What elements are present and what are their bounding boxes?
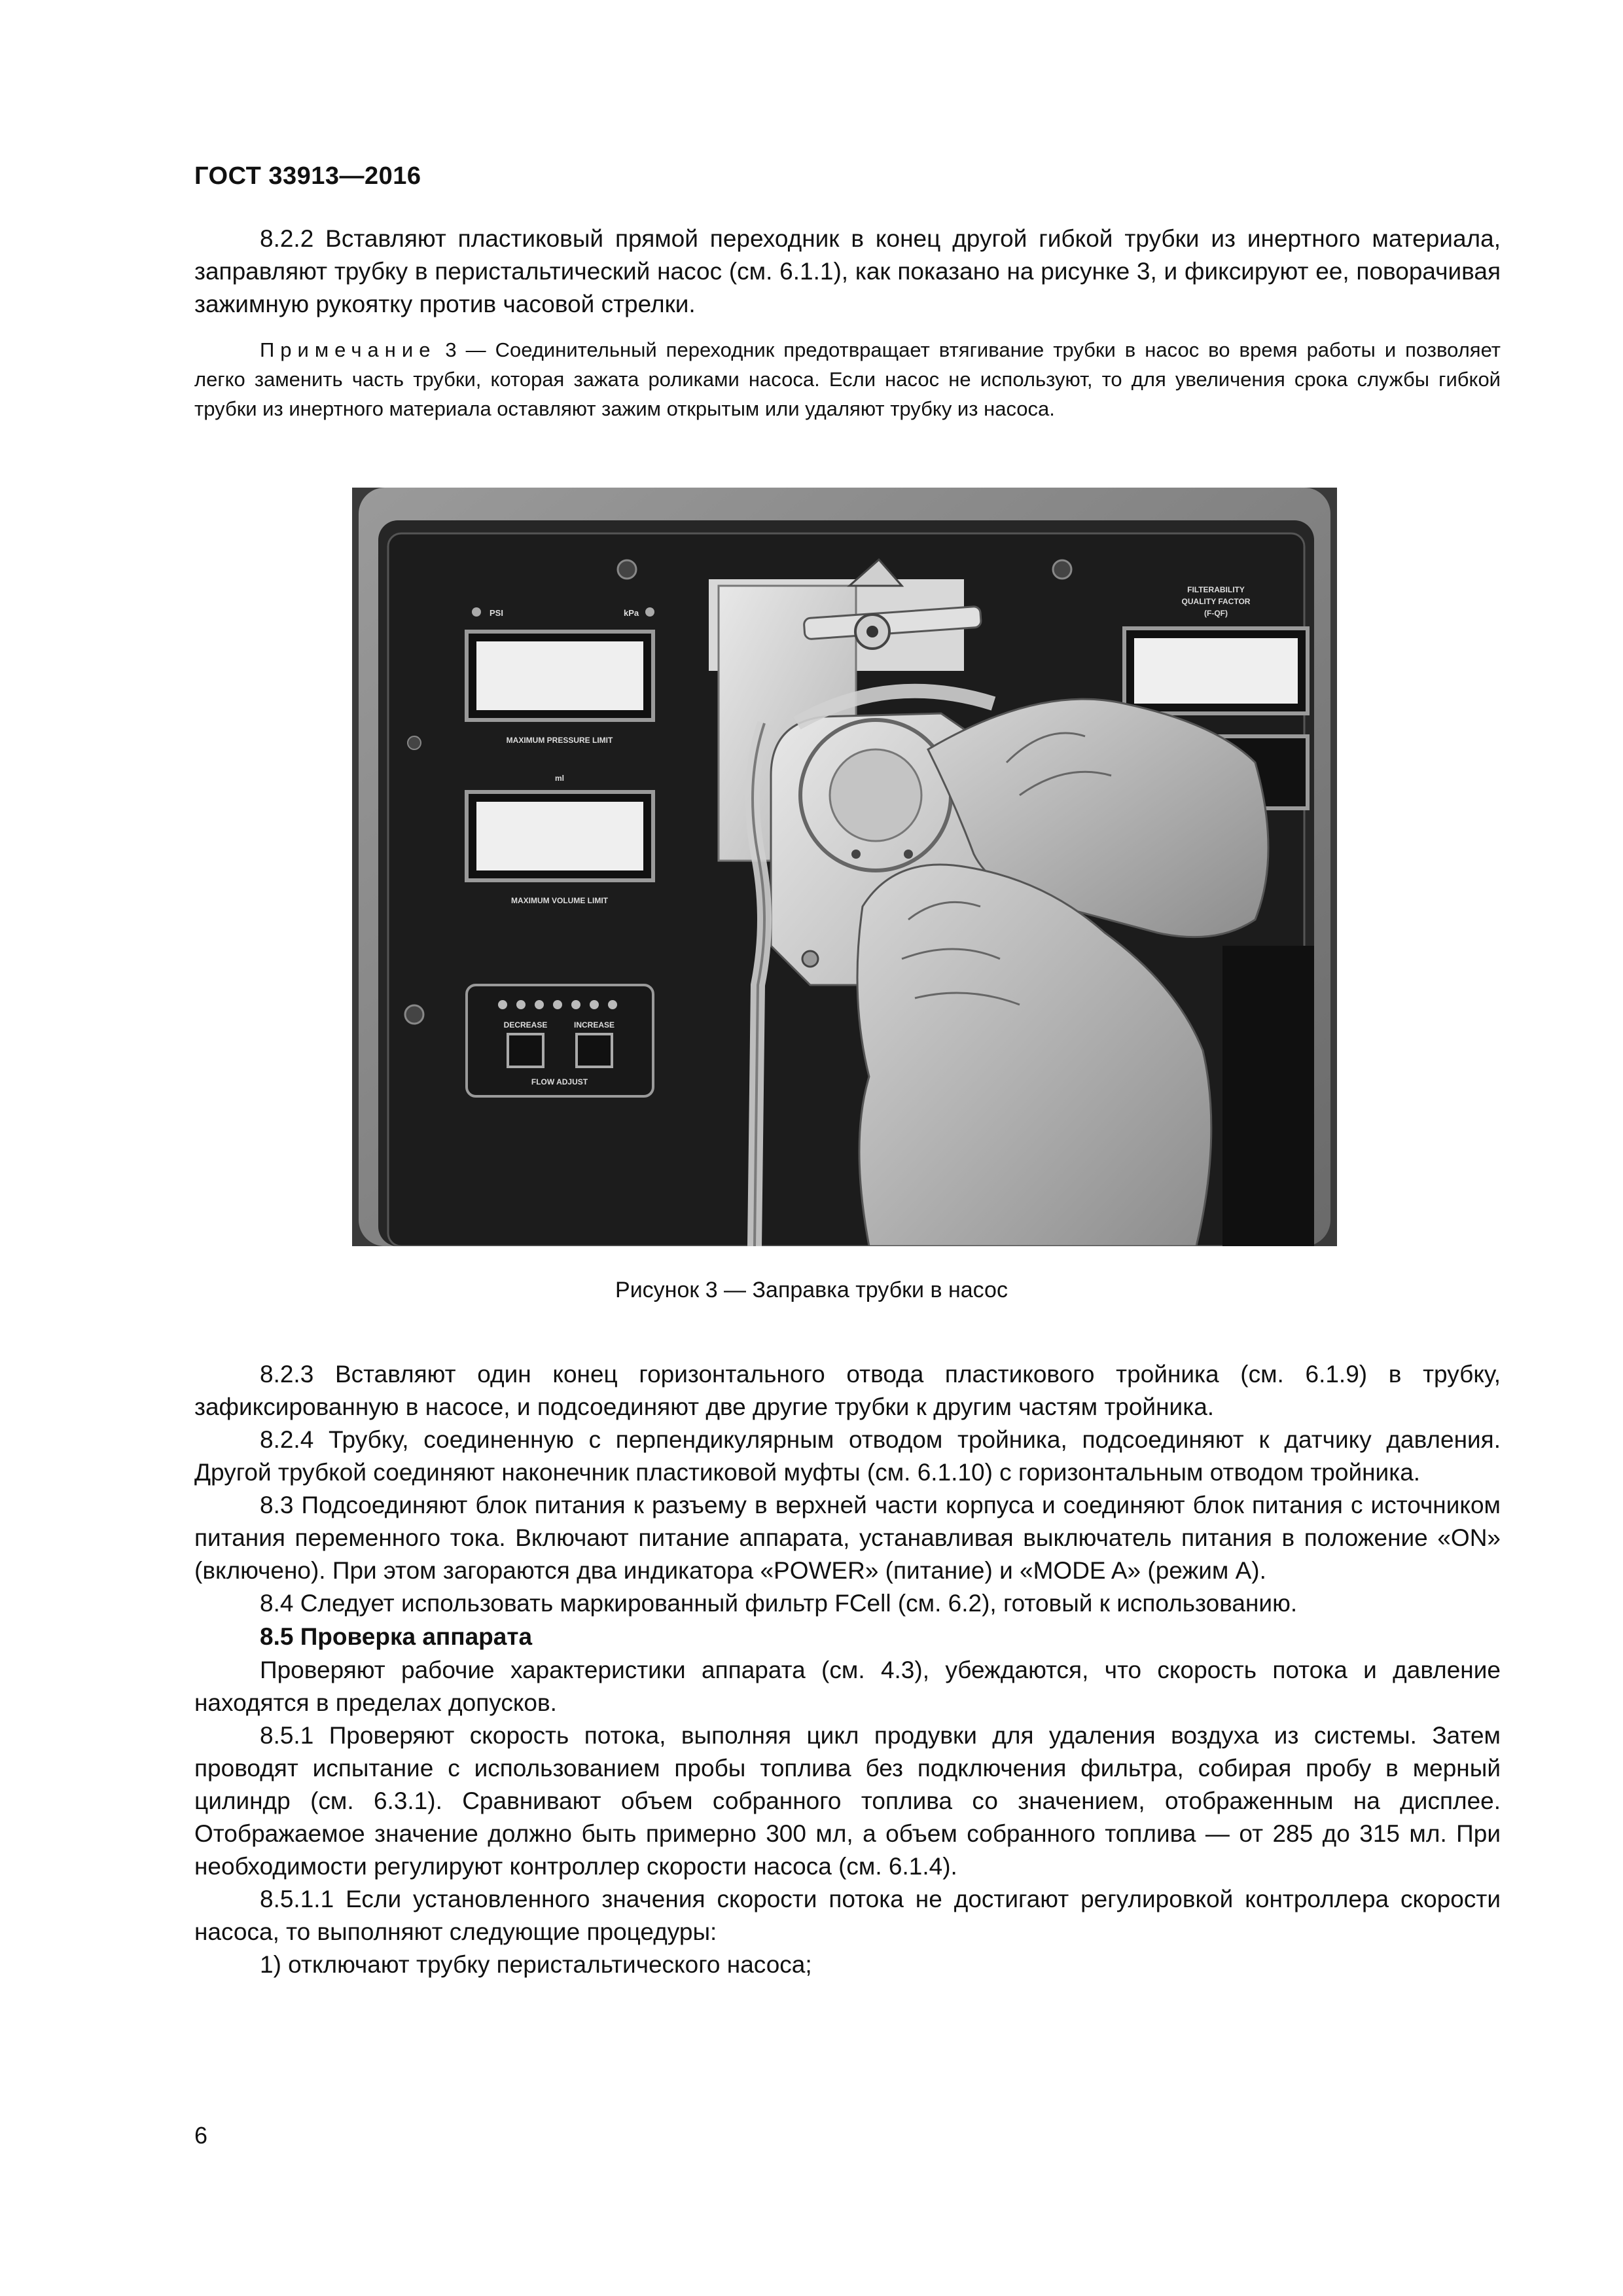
figure-caption: Рисунок 3 — Заправка трубки в насос [615,1278,1008,1302]
paragraph-8-3: 8.3 Подсоединяют блок питания к разъему в верхней части корпуса и соединяют блок питания с источником питания переменного тока. Включают питание аппарата, устанавливая выключатель питания в положение «ON» (включено). При этом загораются два индикатора «POWER» (питание) и «MODE A» (режим А). [194,1492,1501,1584]
main-text [194,1358,1501,1981]
increase-label: INCREASE [573,1020,615,1030]
decrease-label: DECREASE [503,1020,548,1030]
paragraph-8-4: 8.4 Следует использовать маркированный фильтр FCell (см. 6.2), готовый к использованию. [260,1590,1298,1617]
flow-adjust-label: FLOW ADJUST [531,1077,588,1086]
max-pressure-label: MAXIMUM PRESSURE LIMIT [506,736,613,745]
note-text: 3 — Соединительный переходник предотвращает втягивание трубки в насос во время работы и позволяет легко заменить часть трубки, которая зажата роликами насоса. Если насос не используют, то для увеличения срока службы гибкой трубки из инертного материала оставляют зажим открытым или удаляют трубку из насоса. [194,338,1501,420]
fqf-label: (F-QF) [1204,609,1228,618]
paragraph-8-2-3: 8.2.3 Вставляют один конец горизонтального отвода пластикового тройника (см. 6.1.9) в трубку, зафиксированную в насосе, и подсоединяют две другие трубки к другим частям тройника. [194,1361,1501,1420]
note-block [194,335,1501,423]
psi-label: PSI [490,608,503,618]
filterability-label: FILTERABILITY [1187,585,1245,594]
list-item-1: 1) отключают трубку перистальтического насоса; [260,1951,812,1978]
section-8-5-heading: 8.5 Проверка аппарата [260,1623,533,1650]
ml-label: ml [554,774,565,783]
quality-factor-label: QUALITY FACTOR [1181,597,1251,606]
section-8-2-2 [194,223,1501,321]
paragraph-8-2-2: 8.2.2 Вставляют пластиковый прямой переходник в конец другой гибкой трубки из инертного материала, заправляют трубку в перистальтический насос (см. 6.1.1), как показано на рисунке 3, и фиксируют ее, поворачивая зажимную рукоятку против часовой стрелки. [194,225,1501,317]
paragraph-8-5-1: 8.5.1 Проверяют скорость потока, выполняя цикл продувки для удаления воздуха из системы. Затем проводят испытание с использованием пробы топлива без подключения фильтра, собирая пробу в мерный цилиндр (см. 6.3.1). Сравнивают объем собранного топлива со значением, отображенным на дисплее. Отображаемое значение должно быть примерно 300 мл, а объем собранного топлива — от 285 до 315 мл. При необходимости регулируют контроллер скорости насоса (см. 6.1.4). [194,1722,1501,1880]
figure-3-photo [352,488,1337,1246]
document-header: ГОСТ 33913—2016 [194,162,421,190]
page-number: 6 [194,2122,208,2149]
paragraph-8-2-4: 8.2.4 Трубку, соединенную с перпендикулярным отводом тройника, подсоединяют к датчику давления. Другой трубкой соединяют наконечник пластиковой муфты (см. 6.1.10) с горизонтальным отводом тройника. [194,1426,1501,1486]
kpa-label: kPa [624,608,639,618]
note-label: Примечание [260,338,437,361]
paragraph-8-5: Проверяют рабочие характеристики аппарата (см. 4.3), убеждаются, что скорость потока и давление находятся в пределах допусков. [194,1657,1501,1716]
max-volume-label: MAXIMUM VOLUME LIMIT [511,896,608,905]
paragraph-8-5-1-1: 8.5.1.1 Если установленного значения скорости потока не достигают регулировкой контроллера скорости насоса, то выполняют следующие процедуры: [194,1886,1501,1945]
note-paragraph [194,335,1501,423]
